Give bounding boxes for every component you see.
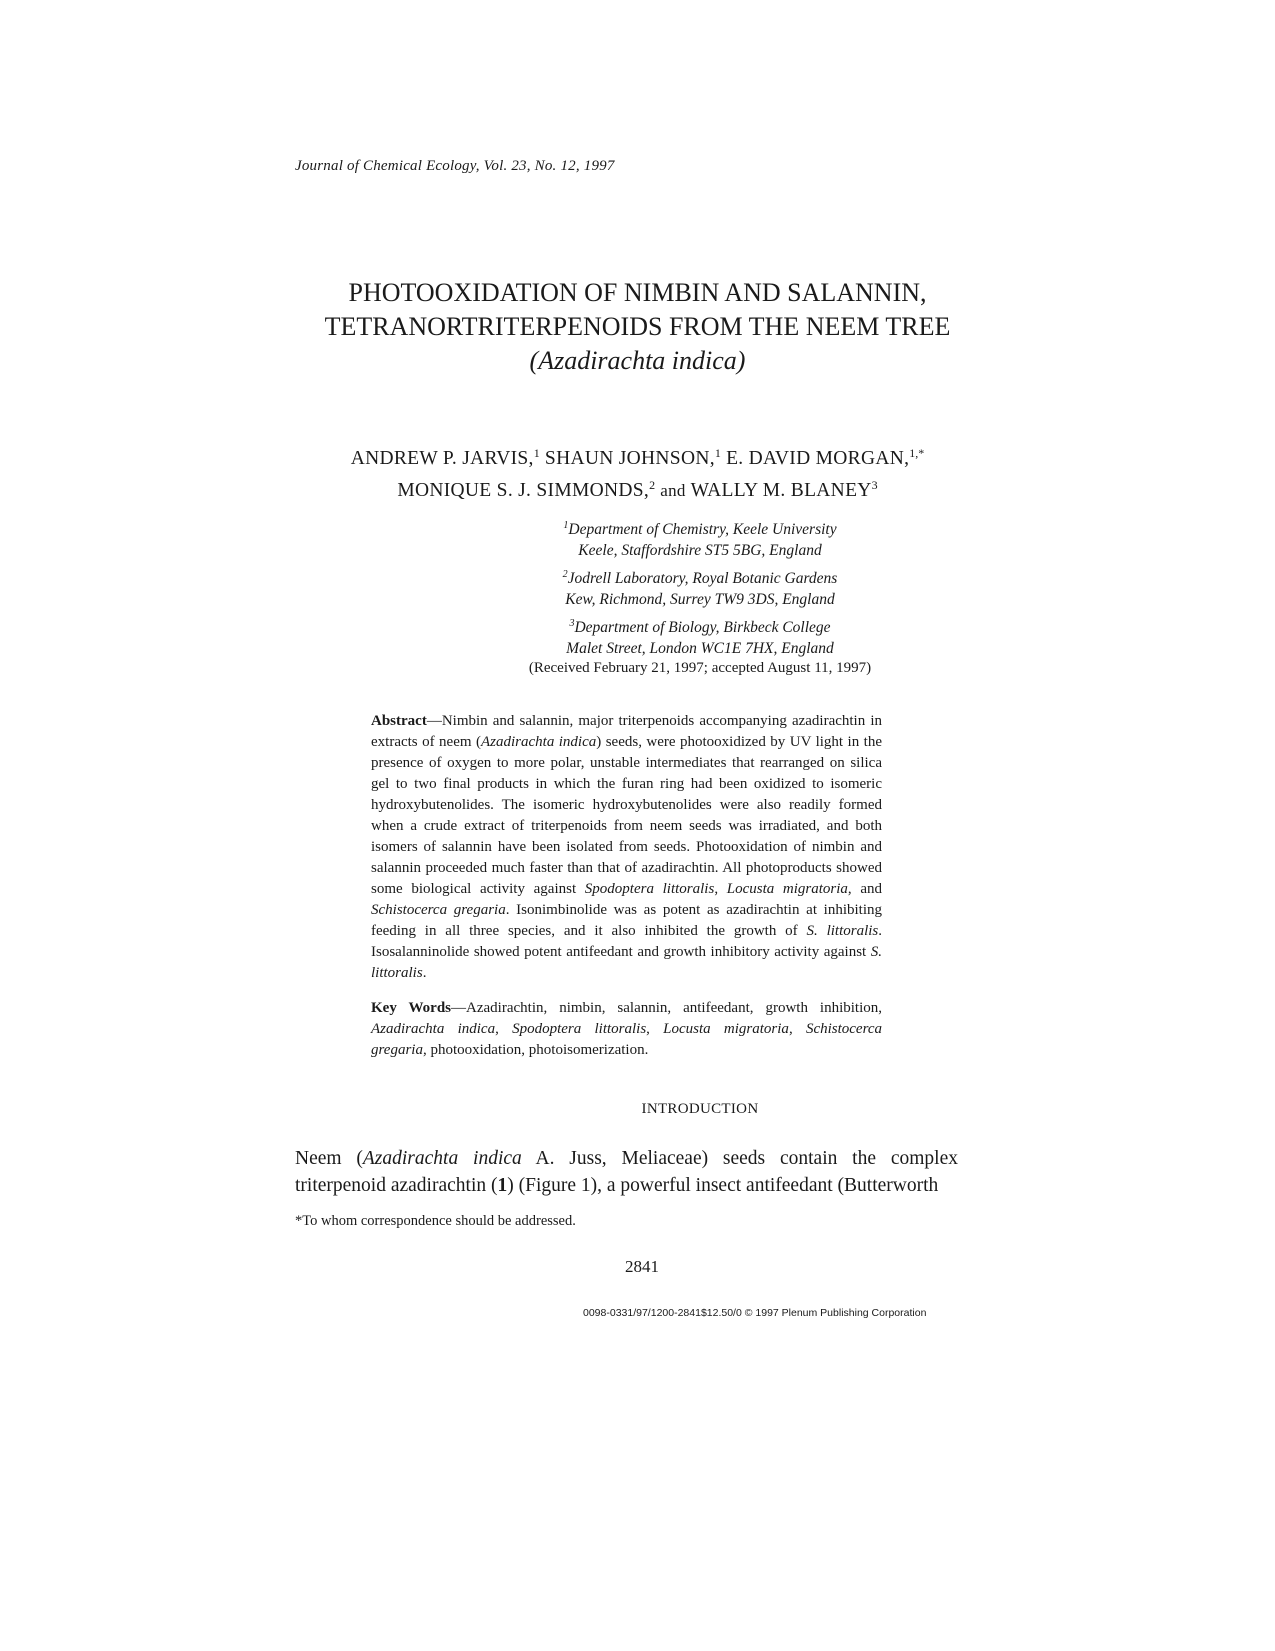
affiliation-sup: 2 — [562, 569, 568, 580]
intro-text: ) (Figure 1), a powerful insect antifeedant (Butterworth — [507, 1175, 939, 1196]
author-affil-sup: 3 — [871, 478, 878, 492]
title-line-2: TETRANORTRITERPENOIDS FROM THE NEEM TREE — [324, 312, 951, 341]
affiliation-3 — [125, 613, 1275, 659]
abstract-species: Schistocerca gregaria — [371, 902, 506, 918]
abstract-species: S. littoralis — [371, 944, 882, 981]
author-name: ANDREW P. JARVIS, — [350, 448, 534, 469]
keywords-text: , photooxidation, photoisomerization. — [422, 1042, 649, 1058]
affiliation-2 — [125, 564, 1275, 610]
introduction-paragraph — [295, 1145, 958, 1199]
affiliation-sup: 1 — [563, 520, 569, 531]
keywords-species: Spodoptera littoralis — [512, 1021, 647, 1037]
key-words — [371, 998, 882, 1061]
affiliation-line: Malet Street, London WC1E 7HX, England — [566, 640, 834, 657]
abstract-species: Azadirachta indica — [480, 734, 597, 750]
keywords-text: , — [788, 1021, 806, 1037]
author-affil-sup: 1 — [714, 446, 721, 460]
intro-species: Azadirachta indica — [362, 1148, 522, 1169]
abstract-species: S. littoralis — [806, 923, 879, 939]
keywords-species: Schistocerca gregaria — [371, 1021, 883, 1058]
abstract-text: ) seeds, were photooxidized by UV light in the presence of oxygen to more polar, unstable intermediates that rearranged on silica gel to two final products in which the furan ring had been oxidized to isomeric hydroxybutenolides. The isomeric hydroxybutenolides were also readily formed when a crude extract of triterpenoids from neem seeds was irradiated, and both isomers of salannin have been isolated from seeds. Photooxidation of nimbin and salannin proceeded much faster than that of azadirachtin. All photoproducts showed some biological activity against — [371, 734, 882, 897]
copyright-line: 0098-0331/97/1200-2841$12.50/0 © 1997 Plenum Publishing Corporation — [583, 1307, 927, 1319]
received-dates: (Received February 21, 1997; accepted August 11, 1997) — [528, 660, 872, 676]
author-name: MONIQUE S. J. SIMMONDS, — [397, 480, 650, 501]
article-title — [0, 276, 1275, 378]
keywords-text: , — [646, 1021, 664, 1037]
affiliation-line: Jodrell Laboratory, Royal Botanic Gardens — [567, 570, 838, 587]
journal-header: Journal of Chemical Ecology, Vol. 23, No. 12, 1997 — [295, 158, 615, 174]
author-conjunction: and — [660, 481, 686, 500]
abstract-text: , — [714, 881, 727, 897]
author-affil-sup: 1 — [533, 446, 540, 460]
abstract-text: , and — [847, 881, 882, 897]
author-affil-sup: 2 — [649, 478, 656, 492]
abstract-species: Locusta migratoria — [726, 881, 848, 897]
keywords-text: —Azadirachtin, nimbin, salannin, antifeedant, growth inhibition, — [451, 1000, 882, 1016]
keywords-text: , — [495, 1021, 513, 1037]
author-name: SHAUN JOHNSON, — [544, 448, 715, 469]
abstract-text: —Nimbin and salannin, major triterpenoids accompanying azadirachtin in extracts of neem ( — [371, 713, 882, 750]
abstract-text: . Isonimbinolide was as potent as azadirachtin at inhibiting feeding in all three species, and it also inhibited the growth of — [371, 902, 883, 939]
title-line-3: (Azadirachta indica) — [529, 346, 746, 375]
author-line-2 — [0, 472, 1275, 504]
abstract-species: Spodoptera littoralis — [584, 881, 715, 897]
abstract-text: . Isosalanninolide showed potent antifeedant and growth inhibitory activity against — [371, 923, 882, 960]
title-line-1: PHOTOOXIDATION OF NIMBIN AND SALANNIN, — [348, 278, 927, 307]
affiliation-line: Keele, Staffordshire ST5 5BG, England — [578, 542, 822, 559]
compound-number: 1 — [497, 1175, 508, 1196]
abstract-text: . — [422, 965, 427, 981]
page-number: 2841 — [625, 1257, 659, 1276]
affiliation-line: Department of Chemistry, Keele University — [568, 521, 837, 538]
keywords-species: Azadirachta indica — [371, 1021, 496, 1037]
affiliation-line: Department of Biology, Birkbeck College — [574, 619, 831, 636]
section-heading-introduction: INTRODUCTION — [641, 1101, 759, 1117]
abstract-label: Abstract — [371, 713, 427, 729]
intro-text: A. Juss, Meliaceae) seeds contain the complex triterpenoid azadirachtin ( — [295, 1148, 958, 1196]
author-affil-sup: 1,* — [909, 446, 925, 460]
author-name: E. DAVID MORGAN, — [726, 448, 910, 469]
author-line-1 — [0, 440, 1275, 472]
intro-text: Neem ( — [295, 1148, 363, 1169]
author-name: WALLY M. BLANEY — [690, 480, 872, 501]
correspondence-footnote: *To whom correspondence should be addressed. — [295, 1213, 576, 1229]
affiliation-line: Kew, Richmond, Surrey TW9 3DS, England — [565, 591, 835, 608]
affiliations — [0, 515, 1275, 662]
affiliation-sup: 3 — [569, 618, 575, 629]
author-list — [0, 440, 1275, 504]
keywords-label: Key Words — [371, 1000, 452, 1016]
keywords-species: Locusta migratoria — [663, 1021, 789, 1037]
abstract — [371, 711, 882, 984]
affiliation-1 — [125, 515, 1275, 561]
